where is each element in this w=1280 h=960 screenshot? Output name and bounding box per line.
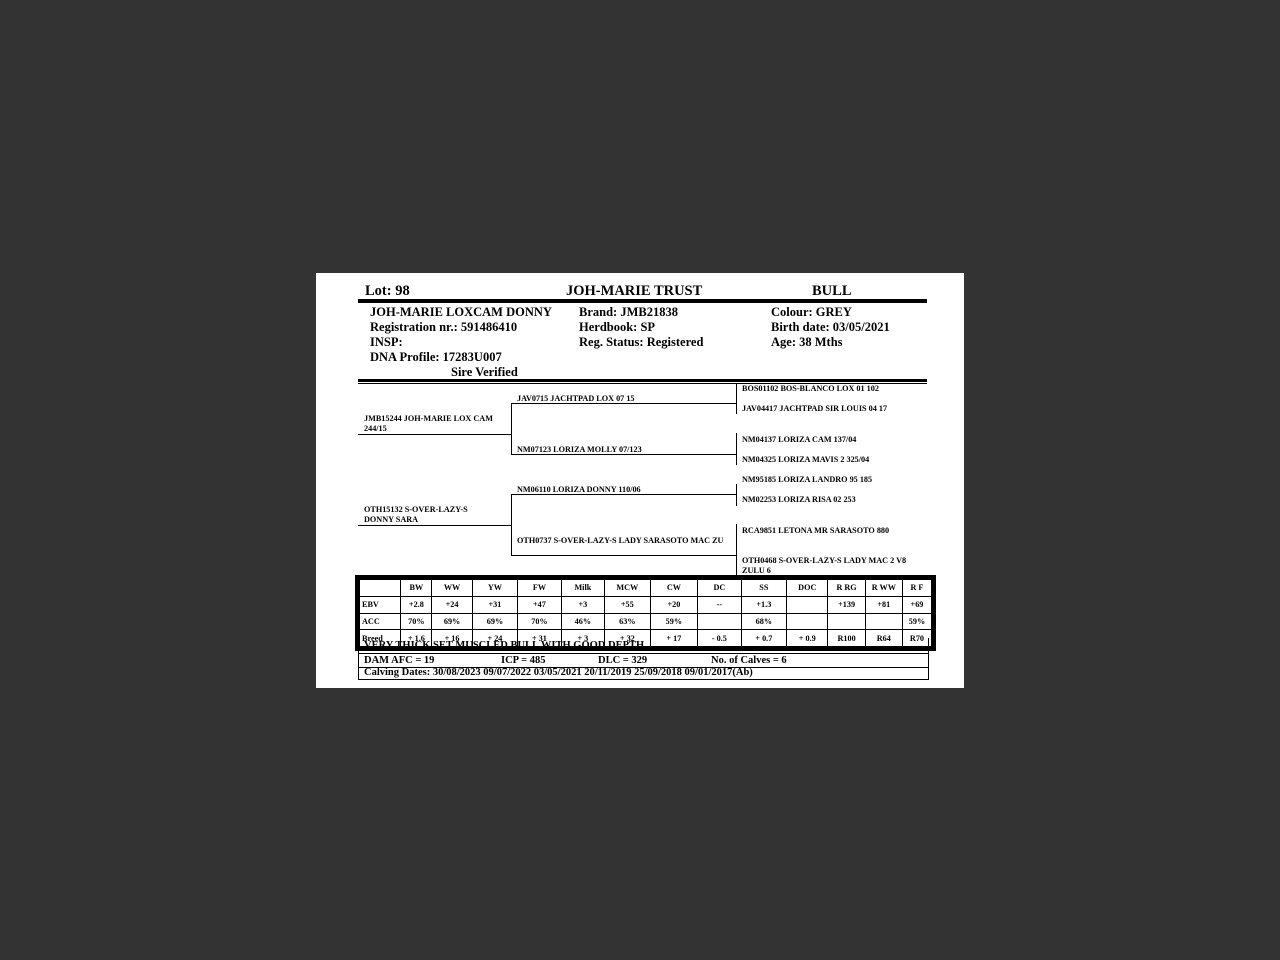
ebv-header-cell: R F	[902, 580, 931, 597]
ebv-cell: +2.8	[401, 596, 432, 613]
acc-cell: 70%	[401, 613, 432, 630]
pedigree-sire: JMB15244 JOH-MARIE LOX CAM 244/15	[364, 414, 493, 433]
breed-cell: + 1.6	[401, 630, 432, 647]
ds-branch	[736, 484, 737, 506]
breed-cell: + 0.7	[741, 630, 787, 647]
ebv-header-cell: R WW	[865, 580, 902, 597]
ebv-header-cell: Milk	[561, 580, 604, 597]
breed-cell: + 32	[605, 630, 651, 647]
breed-cell: + 3	[561, 630, 604, 647]
ebv-header-cell: BW	[401, 580, 432, 597]
pedigree-dss: NM95185 LORIZA LANDRO 95 185	[742, 475, 873, 484]
dam-afc: DAM AFC = 19	[364, 655, 435, 666]
colour: Colour: GREY	[771, 305, 852, 319]
breed-cell: R100	[828, 630, 865, 647]
acc-cell: 69%	[472, 613, 518, 630]
icp: ICP = 485	[501, 655, 546, 666]
pedigree-sss: BOS01102 BOS-BLANCO LOX 01 102	[742, 384, 879, 393]
comment-text: VERY THICK SET MUSCLED BULL WITH GOOD DEPTH.	[364, 640, 647, 651]
sire-branch	[511, 403, 512, 455]
ebv-cell: +31	[472, 596, 518, 613]
acc-cell	[828, 613, 865, 630]
ebv-header-cell: DOC	[787, 580, 828, 597]
ebv-row	[360, 596, 932, 613]
acc-cell: 70%	[518, 613, 561, 630]
pedigree-ssd: JAV04417 JACHTPAD SIR LOUIS 04 17	[742, 404, 888, 413]
pedigree-dam-sire: NM06110 LORIZA DONNY 110/06	[517, 485, 641, 494]
breed-cell: + 17	[650, 630, 698, 647]
pedigree-sds: NM04137 LORIZA CAM 137/04	[742, 435, 857, 444]
ebv-cell: +47	[518, 596, 561, 613]
breeder-name: JOH-MARIE TRUST	[566, 283, 703, 299]
acc-cell: 69%	[432, 613, 472, 630]
acc-cell: 68%	[741, 613, 787, 630]
animal-name: JOH-MARIE LOXCAM DONNY	[370, 305, 552, 319]
acc-cell: 59%	[650, 613, 698, 630]
ebv-header-cell: CW	[650, 580, 698, 597]
header-rule	[358, 299, 927, 303]
breed-cell: + 31	[518, 630, 561, 647]
ebv-header-cell: YW	[472, 580, 518, 597]
pedigree-dam-dam: OTH0737 S-OVER-LAZY-S LADY SARASOTO MAC ZU	[517, 536, 724, 545]
pedigree-ddd: OTH0468 S-OVER-LAZY-S LADY MAC 2 V8 ZULU 6	[742, 556, 907, 575]
calves-count: No. of Calves = 6	[711, 655, 787, 666]
ebv-header-cell: SS	[741, 580, 787, 597]
pedigree-sire-dam: NM07123 LORIZA MOLLY 07/123	[517, 445, 642, 454]
dd-branch	[736, 524, 737, 575]
info-rule-top	[358, 379, 927, 382]
acc-row	[360, 613, 932, 630]
birth-date: Birth date: 03/05/2021	[771, 320, 890, 334]
acc-cell: 63%	[605, 613, 651, 630]
dlc: DLC = 329	[598, 655, 648, 666]
ebv-cell: --	[698, 596, 741, 613]
sex-label: BULL	[812, 283, 852, 299]
acc-cell	[698, 613, 741, 630]
remarks-divider	[359, 653, 928, 654]
acc-cell: ACC	[360, 613, 401, 630]
brand: Brand: JMB21838	[579, 305, 678, 319]
ss-branch	[736, 384, 737, 414]
acc-cell	[865, 613, 902, 630]
calving-dates: Calving Dates: 30/08/2023 09/07/2022 03/05/2021 20/11/2019 25/09/2018 09/01/2017(Ab)	[364, 667, 753, 678]
dna-profile: DNA Profile: 17283U007	[370, 350, 502, 364]
acc-cell: 46%	[561, 613, 604, 630]
herdbook: Herdbook: SP	[579, 320, 656, 334]
ebv-cell: +139	[828, 596, 865, 613]
breed-cell: Breed	[360, 630, 401, 647]
pedigree-dsd: NM02253 LORIZA RISA 02 253	[742, 495, 856, 504]
pedigree-dds: RCA9851 LETONA MR SARASOTO 880	[742, 526, 890, 535]
ebv-cell: +81	[865, 596, 902, 613]
breed-cell: - 0.5	[698, 630, 741, 647]
ebv-header-cell	[360, 580, 401, 597]
ebv-cell: +69	[902, 596, 931, 613]
ebv-cell: +3	[561, 596, 604, 613]
ebv-cell: +55	[605, 596, 651, 613]
reg-status: Reg. Status: Registered	[579, 335, 704, 349]
ebv-cell: +20	[650, 596, 698, 613]
pedigree-dam: OTH15132 S-OVER-LAZY-S DONNY SARA	[364, 505, 468, 524]
ebv-cell	[787, 596, 828, 613]
ebv-header-cell: FW	[518, 580, 561, 597]
pedigree-sdd: NM04325 LORIZA MAVIS 2 325/04	[742, 455, 870, 464]
ebv-header-row	[360, 580, 932, 597]
insp-label: INSP:	[370, 335, 403, 349]
ebv-cell: +24	[432, 596, 472, 613]
remarks-box	[358, 638, 929, 680]
lot-sheet	[316, 273, 964, 688]
sire-line	[358, 434, 511, 435]
breed-cell: + 24	[472, 630, 518, 647]
pedigree-sire-sire: JAV0715 JACHTPAD LOX 07 15	[517, 394, 635, 403]
ebv-header-cell: MCW	[605, 580, 651, 597]
dam-branch	[511, 494, 512, 556]
sd-branch	[736, 433, 737, 465]
registration-number: Registration nr.: 591486410	[370, 320, 518, 334]
ebv-header-cell: WW	[432, 580, 472, 597]
breed-cell: R70	[902, 630, 931, 647]
dam-line	[358, 525, 511, 526]
dd-line	[512, 555, 736, 556]
acc-cell: 59%	[902, 613, 931, 630]
acc-cell	[787, 613, 828, 630]
sire-verified: Sire Verified	[451, 365, 518, 379]
age: Age: 38 Mths	[771, 335, 843, 349]
ebv-header-cell: R RG	[828, 580, 865, 597]
breed-cell: R64	[865, 630, 902, 647]
breed-cell: + 0.9	[787, 630, 828, 647]
ebv-header-cell: DC	[698, 580, 741, 597]
ebv-cell: +1.3	[741, 596, 787, 613]
ebv-cell: EBV	[360, 596, 401, 613]
breed-cell: + 16	[432, 630, 472, 647]
lot-number: Lot: 98	[365, 283, 410, 299]
